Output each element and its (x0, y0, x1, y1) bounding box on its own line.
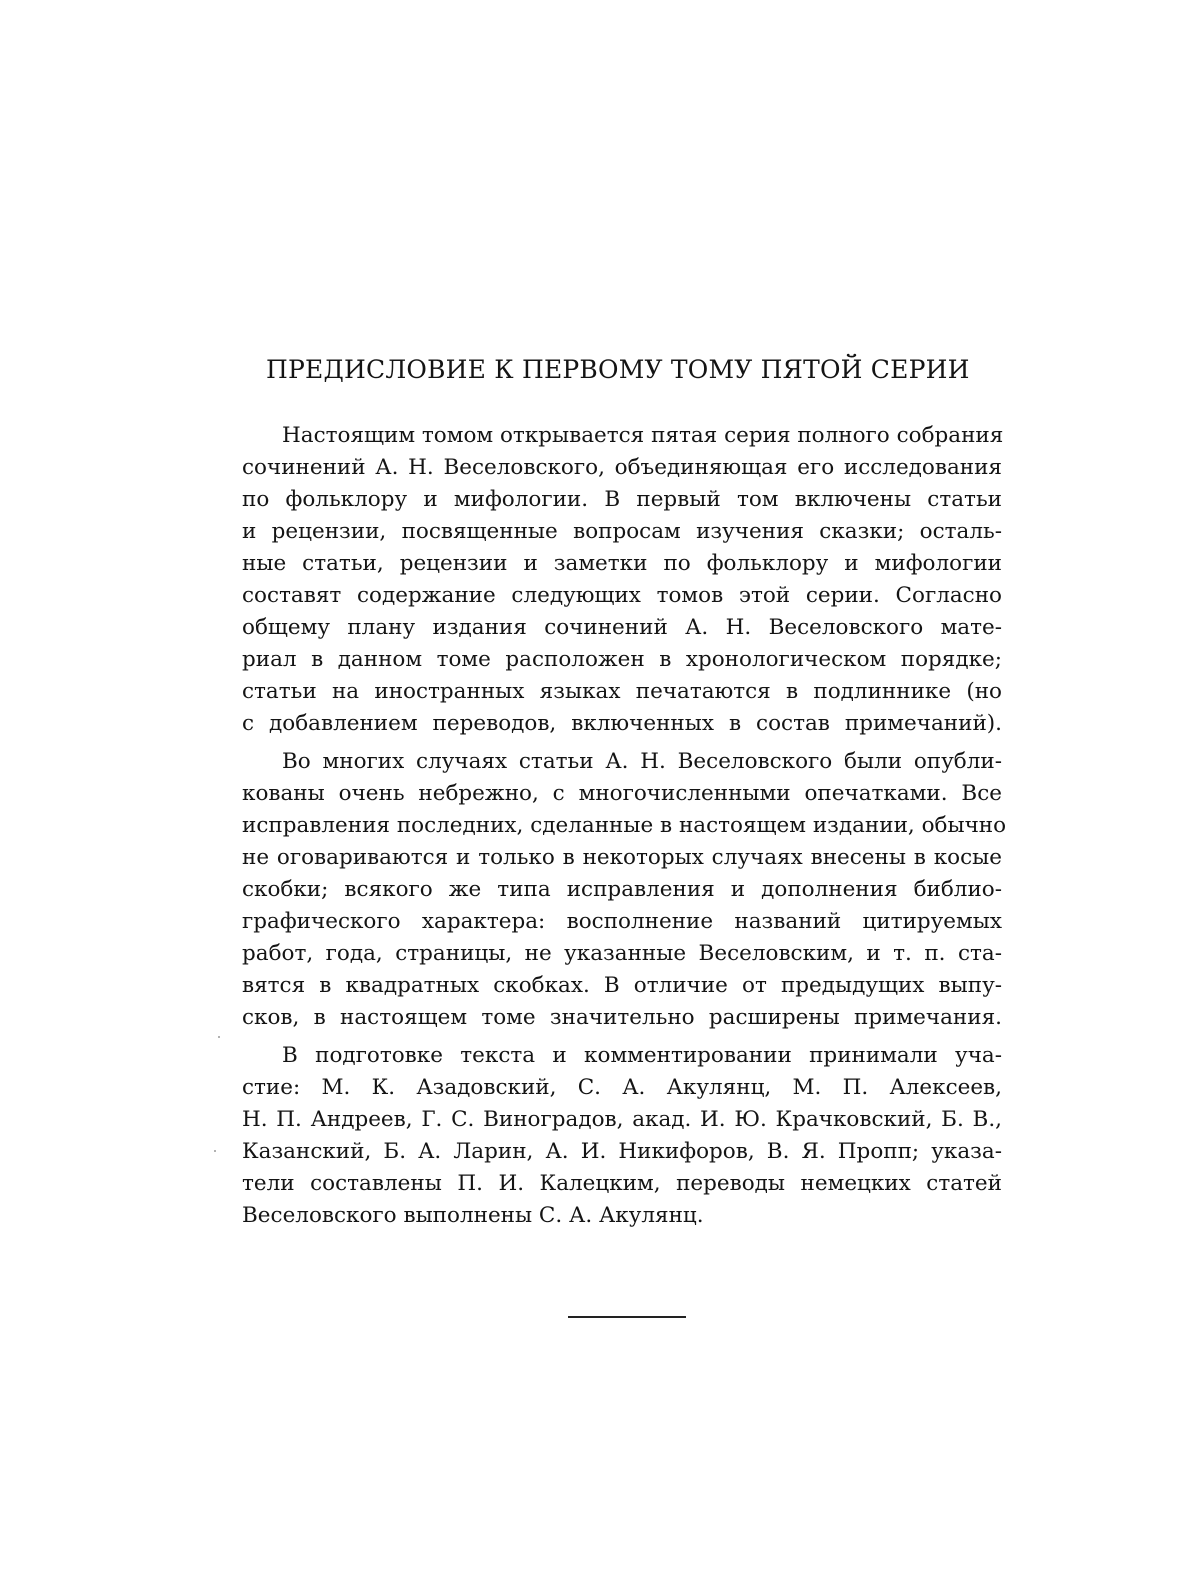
page-title: ПРЕДИСЛОВИЕ К ПЕРВОМУ ТОМУ ПЯТОЙ СЕРИИ (266, 355, 970, 384)
paragraph-line: статьи на иностранных языках печатаются в подлиннике (но (242, 679, 1002, 704)
paragraph-line: стие: М. К. Азадовский, С. А. Акулянц, М. П. Алексеев, (242, 1075, 1002, 1100)
paragraph-line: В подготовке текста и комментировании принимали уча- (282, 1043, 1002, 1068)
paragraph-line: ные статьи, рецензии и заметки по фольклору и мифологии (242, 551, 1002, 576)
paragraph-line: исправления последних, сделанные в настоящем издании, обычно (242, 813, 1007, 838)
paragraph-line: Во многих случаях статьи А. Н. Веселовского были опубли- (282, 749, 1002, 774)
paragraph-line: кованы очень небрежно, с многочисленными опечатками. Все (242, 781, 1002, 806)
paragraph-line: скобки; всякого же типа исправления и дополнения библио- (242, 877, 1002, 902)
paragraph-line: Веселовского выполнены С. А. Акулянц. (242, 1203, 704, 1228)
paragraph-1 (242, 420, 1002, 740)
paragraph-line: вятся в квадратных скобках. В отличие от предыдущих выпу- (242, 973, 1002, 998)
paragraph-3 (242, 1040, 1002, 1232)
paragraph-line: графического характера: восполнение названий цитируемых (242, 909, 1002, 934)
paragraph-line: тели составлены П. И. Калецким, переводы немецких статей (242, 1171, 1002, 1196)
paragraph-line: по фольклору и мифологии. В первый том включены статьи (242, 487, 1002, 512)
paragraph-line: Настоящим томом открывается пятая серия полного собрания (282, 423, 1004, 448)
paragraph-line: общему плану издания сочинений А. Н. Веселовского мате- (242, 615, 1002, 640)
paragraph-line: Н. П. Андреев, Г. С. Виноградов, акад. И. Ю. Крачковский, Б. В., (242, 1107, 1002, 1132)
paragraph-line: сочинений А. Н. Веселовского, объединяющая его исследования (242, 455, 1002, 480)
paragraph-line: с добавлением переводов, включенных в состав примечаний). (242, 711, 1002, 736)
paragraph-line: работ, года, страницы, не указанные Веселовским, и т. п. ста- (242, 941, 1002, 966)
paragraph-line: не оговариваются и только в некоторых случаях внесены в косые (242, 845, 1002, 870)
scan-speck (214, 1150, 216, 1152)
paragraph-line: сков, в настоящем томе значительно расширены примечания. (242, 1005, 1002, 1030)
preface-body (242, 420, 1007, 1232)
paragraph-line: Казанский, Б. А. Ларин, А. И. Никифоров, В. Я. Пропп; указа- (242, 1139, 1002, 1164)
scan-speck (218, 1036, 220, 1038)
paragraph-2 (242, 746, 1007, 1034)
end-rule (568, 1316, 686, 1318)
paragraph-line: риал в данном томе расположен в хронологическом порядке; (242, 647, 1002, 672)
paragraph-line: и рецензии, посвященные вопросам изучения сказки; осталь- (242, 519, 1002, 544)
paragraph-line: составят содержание следующих томов этой серии. Согласно (242, 583, 1002, 608)
